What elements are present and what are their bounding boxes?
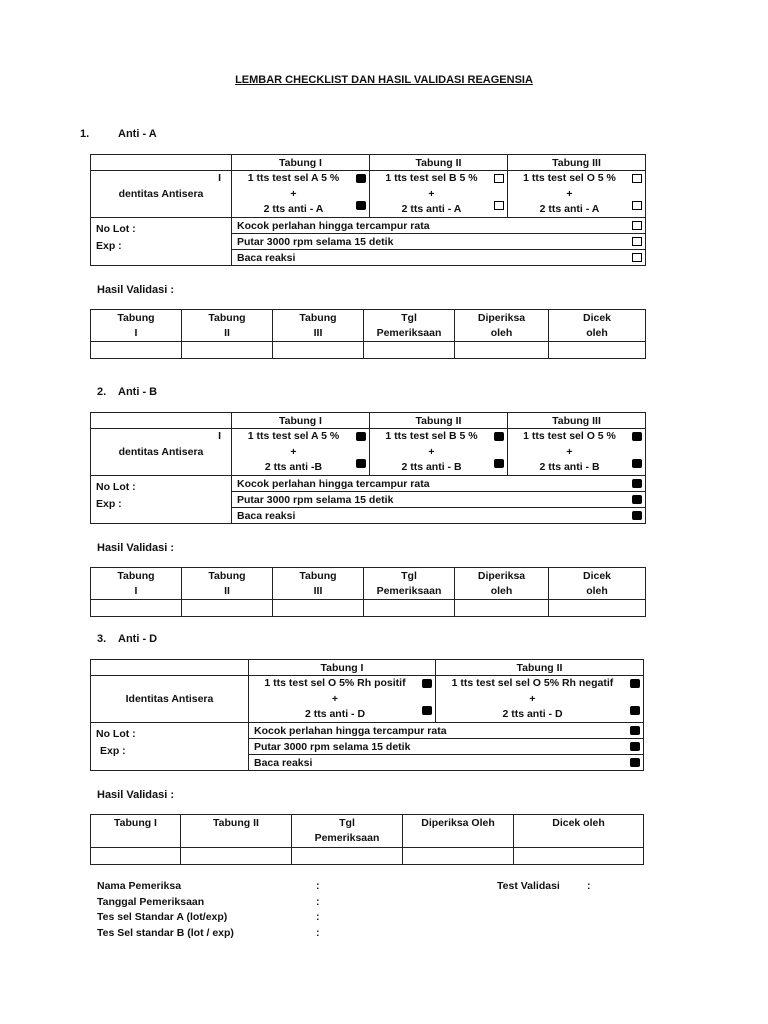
validation-entry-cell[interactable] xyxy=(273,600,364,617)
field-colon: : xyxy=(316,927,320,939)
validation-entry-cell[interactable] xyxy=(549,342,646,359)
validation-entry-cell[interactable] xyxy=(91,848,181,865)
tube-cell xyxy=(508,429,646,476)
field-colon: : xyxy=(316,896,320,908)
tube-line3: 2 tts anti - B xyxy=(539,461,600,473)
field-colon: : xyxy=(587,880,591,892)
checkbox-empty[interactable] xyxy=(632,201,642,210)
exp-label: Exp : xyxy=(96,498,122,510)
validation-entry-cell[interactable] xyxy=(364,342,455,359)
tube-line2: + xyxy=(566,446,573,458)
checkbox-checked[interactable] xyxy=(632,432,642,441)
checkbox-empty[interactable] xyxy=(632,174,642,183)
checklist-table-anti-b xyxy=(90,412,646,524)
tube-cell xyxy=(249,676,436,723)
no-lot-label: No Lot : xyxy=(96,223,136,235)
field-tanggal-pemeriksaan: Tanggal Pemeriksaan xyxy=(97,896,205,908)
validation-header: Diperiksa Oleh xyxy=(403,815,514,848)
validation-header: Dicek oleh xyxy=(549,568,646,600)
tube-line2: + xyxy=(566,188,573,200)
validation-header: Diperiksa oleh xyxy=(455,568,549,600)
validation-header: Dicek oleh xyxy=(514,815,644,848)
checkbox-empty[interactable] xyxy=(632,221,642,230)
checkbox-checked[interactable] xyxy=(630,742,640,751)
checkbox-checked[interactable] xyxy=(356,432,366,441)
procedure-step: Kocok perlahan hingga tercampur rata xyxy=(232,218,646,234)
section-2-number: 2. xyxy=(97,386,107,398)
tube-cell xyxy=(232,171,370,218)
validation-header: Tabung III xyxy=(273,310,364,342)
field-nama-pemeriksa: Nama Pemeriksa xyxy=(97,880,182,892)
validation-header: Dicek oleh xyxy=(549,310,646,342)
validation-entry-cell[interactable] xyxy=(455,342,549,359)
tube-line3: 2 tts anti - A xyxy=(539,203,600,215)
checkbox-checked[interactable] xyxy=(630,726,640,735)
checkbox-checked[interactable] xyxy=(630,706,640,715)
tube-line3: 2 tts anti -B xyxy=(264,461,323,473)
tube-line1: 1 tts test sel B 5 % xyxy=(385,172,478,184)
identity-label-part1: I xyxy=(218,172,221,184)
tube-line1: 1 tts test sel sel O 5% Rh negatif xyxy=(451,677,614,689)
tube-line2: + xyxy=(529,693,536,705)
validation-table-anti-d xyxy=(90,814,644,865)
tube-line1: 1 tts test sel O 5% Rh positif xyxy=(264,677,406,689)
procedure-step: Putar 3000 rpm selama 15 detik xyxy=(232,234,646,250)
tube-line2: + xyxy=(290,188,297,200)
procedure-step: Kocok perlahan hingga tercampur rata xyxy=(249,723,644,739)
checklist-table-anti-d xyxy=(90,659,644,771)
tabung-header: Tabung I xyxy=(232,413,370,429)
tabung-header: Tabung II xyxy=(370,155,508,171)
field-test-validasi: Test Validasi xyxy=(497,880,560,892)
identity-label-part2: dentitas Antisera xyxy=(118,188,204,200)
field-tes-sel-standar-b: Tes Sel standar B (lot / exp) xyxy=(97,927,234,939)
identity-cell xyxy=(91,429,232,476)
validation-entry-cell[interactable] xyxy=(91,342,182,359)
no-lot-label: No Lot : xyxy=(96,728,136,740)
procedure-step: Putar 3000 rpm selama 15 detik xyxy=(249,739,644,755)
page-title: LEMBAR CHECKLIST DAN HASIL VALIDASI REAGENSIA xyxy=(235,74,533,86)
validation-header: Tabung I xyxy=(91,815,181,848)
tube-cell xyxy=(508,171,646,218)
hasil-validasi-label: Hasil Validasi : xyxy=(97,284,175,296)
procedure-step: Baca reaksi xyxy=(232,250,646,266)
checkbox-checked[interactable] xyxy=(630,758,640,767)
validation-entry-cell[interactable] xyxy=(403,848,514,865)
procedure-step: Kocok perlahan hingga tercampur rata xyxy=(232,476,646,492)
checkbox-checked[interactable] xyxy=(356,201,366,210)
tube-line1: 1 tts test sel O 5 % xyxy=(523,172,616,184)
tube-cell xyxy=(370,429,508,476)
field-colon: : xyxy=(316,911,320,923)
tube-line1: 1 tts test sel B 5 % xyxy=(385,430,478,442)
validation-header: Tabung II xyxy=(181,815,292,848)
lot-exp-cell xyxy=(91,476,232,524)
checkbox-checked[interactable] xyxy=(356,174,366,183)
section-3-heading: Anti - D xyxy=(118,633,158,645)
tube-line3: 2 tts anti - D xyxy=(502,708,563,720)
validation-entry-cell[interactable] xyxy=(514,848,644,865)
tube-line2: + xyxy=(428,446,435,458)
checkbox-checked[interactable] xyxy=(494,459,504,468)
tube-cell xyxy=(232,429,370,476)
validation-entry-cell[interactable] xyxy=(182,342,273,359)
validation-header: Tgl Pemeriksaan xyxy=(292,815,403,848)
procedure-step: Baca reaksi xyxy=(249,755,644,771)
validation-table-anti-b xyxy=(90,567,646,617)
identity-label: Identitas Antisera xyxy=(91,676,249,723)
validation-entry-cell[interactable] xyxy=(455,600,549,617)
checkbox-checked[interactable] xyxy=(632,459,642,468)
validation-entry-cell[interactable] xyxy=(182,600,273,617)
tube-line1: 1 tts test sel O 5 % xyxy=(523,430,616,442)
tube-line2: + xyxy=(331,693,339,705)
validation-header: Tgl Pemeriksaan xyxy=(364,310,455,342)
tube-line1: 1 tts test sel A 5 % xyxy=(247,430,340,442)
validation-header: Tgl Pemeriksaan xyxy=(364,568,455,600)
tabung-header: Tabung III xyxy=(508,155,646,171)
validation-header: Diperiksa oleh xyxy=(455,310,549,342)
identity-label-part2: dentitas Antisera xyxy=(118,446,204,458)
tube-line2: + xyxy=(290,446,297,458)
checkbox-checked[interactable] xyxy=(422,679,432,688)
tabung-header: Tabung I xyxy=(249,660,436,676)
checkbox-checked[interactable] xyxy=(630,679,640,688)
validation-header: Tabung I xyxy=(91,568,182,600)
validation-entry-cell[interactable] xyxy=(181,848,292,865)
tube-cell xyxy=(370,171,508,218)
validation-header: Tabung II xyxy=(182,568,273,600)
no-lot-label: No Lot : xyxy=(96,481,136,493)
procedure-step: Baca reaksi xyxy=(232,508,646,524)
field-colon: : xyxy=(316,880,320,892)
validation-entry-cell[interactable] xyxy=(549,600,646,617)
checkbox-checked[interactable] xyxy=(356,459,366,468)
lot-exp-cell xyxy=(91,218,232,266)
section-1-number: 1. xyxy=(80,128,90,140)
tabung-header: Tabung I xyxy=(232,155,370,171)
checkbox-empty[interactable] xyxy=(494,201,504,210)
lot-exp-cell xyxy=(91,723,249,771)
exp-label: Exp : xyxy=(100,745,126,757)
checkbox-checked[interactable] xyxy=(494,432,504,441)
exp-label: Exp : xyxy=(96,240,122,252)
tube-line3: 2 tts anti - A xyxy=(263,203,324,215)
checkbox-empty[interactable] xyxy=(632,237,642,246)
checkbox-checked[interactable] xyxy=(632,479,642,488)
checkbox-checked[interactable] xyxy=(422,706,432,715)
tube-line3: 2 tts anti - B xyxy=(401,461,462,473)
section-2-heading: Anti - B xyxy=(118,386,158,398)
identity-cell xyxy=(91,171,232,218)
validation-header: Tabung I xyxy=(91,310,182,342)
validation-header: Tabung II xyxy=(182,310,273,342)
tube-cell xyxy=(436,676,644,723)
section-3-number: 3. xyxy=(97,633,107,645)
identity-label-part1: I xyxy=(218,430,221,442)
validation-table-anti-a xyxy=(90,309,646,359)
validation-entry-cell[interactable] xyxy=(91,600,182,617)
procedure-step: Putar 3000 rpm selama 15 detik xyxy=(232,492,646,508)
checkbox-checked[interactable] xyxy=(632,495,642,504)
validation-header: Tabung III xyxy=(273,568,364,600)
tube-line2: + xyxy=(428,188,435,200)
tube-line3: 2 tts anti - D xyxy=(304,708,366,720)
tube-line1: 1 tts test sel A 5 % xyxy=(247,172,340,184)
tabung-header: Tabung III xyxy=(508,413,646,429)
validation-entry-cell[interactable] xyxy=(292,848,403,865)
hasil-validasi-label: Hasil Validasi : xyxy=(97,542,175,554)
checkbox-checked[interactable] xyxy=(632,511,642,520)
field-tes-sel-standar-a: Tes sel Standar A (lot/exp) xyxy=(97,911,228,923)
tabung-header: Tabung II xyxy=(436,660,644,676)
checkbox-empty[interactable] xyxy=(632,253,642,262)
validation-entry-cell[interactable] xyxy=(273,342,364,359)
checklist-table-anti-a xyxy=(90,154,646,266)
validation-entry-cell[interactable] xyxy=(364,600,455,617)
hasil-validasi-label: Hasil Validasi : xyxy=(97,789,175,801)
tabung-header: Tabung II xyxy=(370,413,508,429)
tube-line3: 2 tts anti - A xyxy=(401,203,462,215)
section-1-heading: Anti - A xyxy=(118,128,157,140)
checkbox-empty[interactable] xyxy=(494,174,504,183)
